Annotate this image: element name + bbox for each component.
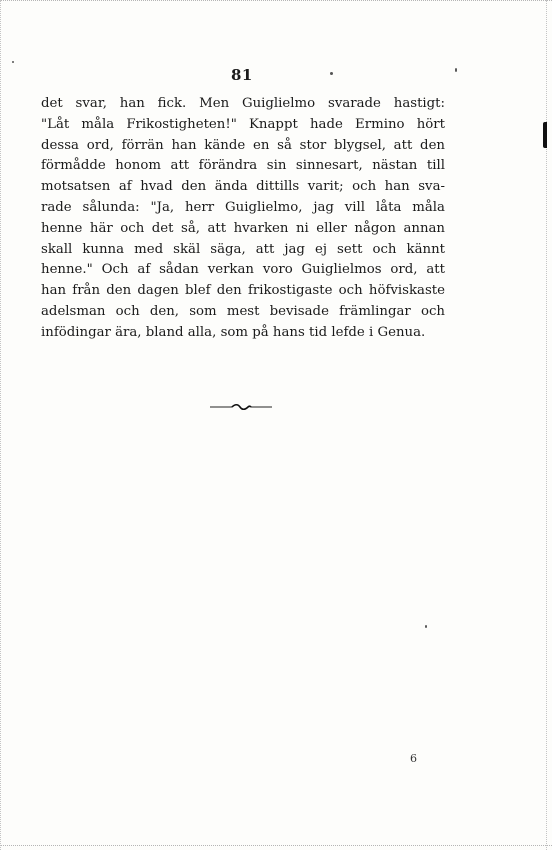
speck xyxy=(12,61,14,63)
speck xyxy=(425,625,427,628)
text-line: motsatsen af hvad den ända dittills varit; och han sva- xyxy=(41,179,445,195)
text-line: henne." Och af sådan verkan voro Guiglielmos ord, att xyxy=(41,262,445,278)
signature-mark: 6 xyxy=(410,752,417,765)
text-line: dessa ord, förrän han kände en så stor blygsel, att den xyxy=(41,137,445,153)
text-line: rade sålunda: "Ja, herr Guiglielmo, jag vill låta måla xyxy=(41,199,445,215)
text-line: skall kunna med skäl säga, att jag ej sett och kännt xyxy=(41,241,445,257)
scan-border-top xyxy=(0,0,552,1)
text-line: adelsman och den, som mest bevisade främlingar och xyxy=(41,303,445,319)
speck xyxy=(330,72,333,75)
speck xyxy=(455,68,457,72)
text-line: "Låt måla Frikostigheten!" Knappt hade Ermino hört xyxy=(41,116,445,132)
text-line: henne här och det så, att hvarken ni eller någon annan xyxy=(41,220,445,236)
scan-border-left xyxy=(0,0,1,850)
text-line: infödingar ära, bland alla, som på hans tid lefde i Genua. xyxy=(41,324,426,340)
text-line: han från den dagen blef den frikostigaste och höfviskaste xyxy=(41,283,445,299)
ornament-divider xyxy=(210,401,272,413)
text-line: förmådde honom att förändra sin sinnesart, nästan till xyxy=(41,158,445,174)
body-text xyxy=(41,94,445,344)
edge-mark xyxy=(543,122,547,148)
text-line: det svar, han fick. Men Guiglielmo svarade hastigt: xyxy=(41,96,445,111)
scan-border-bottom xyxy=(0,845,552,846)
page-number: 81 xyxy=(231,66,253,84)
